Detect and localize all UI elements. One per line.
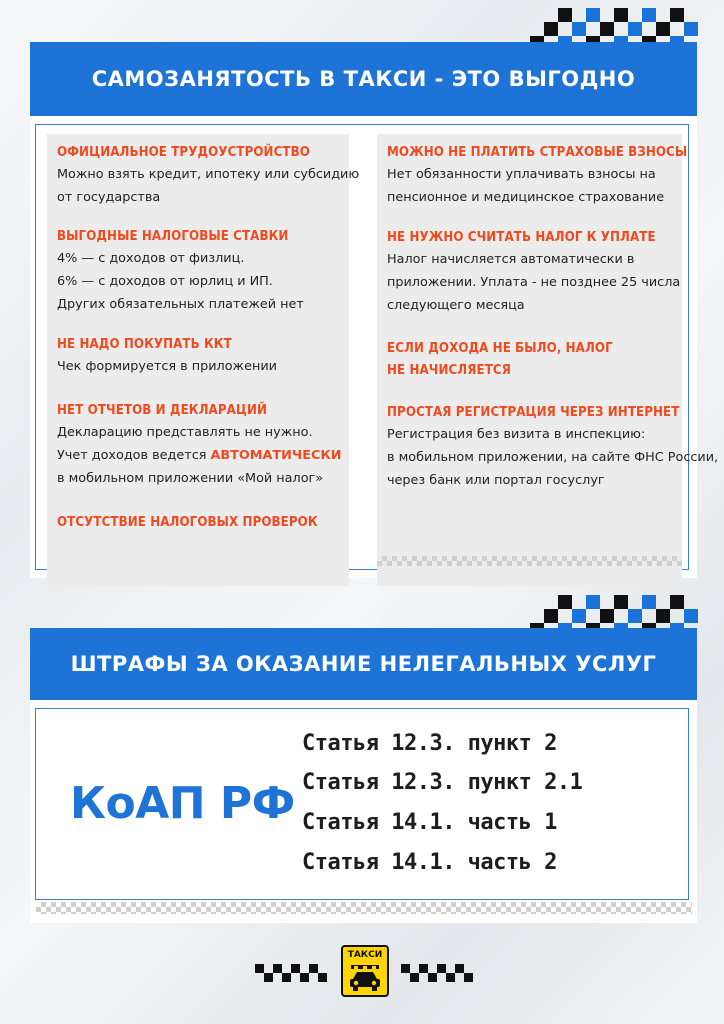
benefit-heading: ОФИЦИАЛЬНОЕ ТРУДОУСТРОЙСТВО — [57, 145, 310, 160]
article-line: Статья 12.3. пункт 2.1 — [302, 770, 583, 795]
benefits-card — [30, 42, 719, 578]
benefit-text: Чек формируется в приложении — [57, 359, 277, 374]
benefit-text: Других обязательных платежей нет — [57, 297, 304, 312]
benefits-banner — [30, 42, 697, 116]
benefit-heading: НЕ НАЧИСЛЯЕТСЯ — [387, 363, 511, 378]
benefit-text: Налог начисляется автоматически в — [387, 252, 635, 267]
benefit-heading: ОТСУТСТВИЕ НАЛОГОВЫХ ПРОВЕРОК — [57, 515, 318, 530]
benefit-text: Регистрация без визита в инспекцию: — [387, 427, 646, 442]
benefit-text: Декларацию представлять не нужно. — [57, 425, 313, 440]
koap-label: КоАП РФ — [70, 778, 295, 829]
fines-title: ШТРАФЫ ЗА ОКАЗАНИЕ НЕЛЕГАЛЬНЫХ УСЛУГ — [70, 652, 657, 676]
benefit-heading: ЕСЛИ ДОХОДА НЕ БЫЛО, НАЛОГ — [387, 341, 613, 356]
benefits-left-column — [47, 134, 360, 586]
checker-pattern-left — [255, 964, 327, 982]
benefit-text: от государства — [57, 190, 161, 205]
benefits-right-column — [377, 134, 719, 586]
benefit-text: Можно взять кредит, ипотеку или субсидию — [57, 167, 360, 182]
benefit-text: Нет обязанности уплачивать взносы на — [387, 167, 656, 182]
checker-strip-bottom — [36, 902, 692, 914]
article-line: Статья 14.1. часть 1 — [302, 810, 557, 835]
benefit-heading: НЕТ ОТЧЕТОВ И ДЕКЛАРАЦИЙ — [57, 403, 268, 418]
benefit-heading: НЕ НАДО ПОКУПАТЬ ККТ — [57, 337, 232, 352]
benefits-title: САМОЗАНЯТОСТЬ В ТАКСИ - ЭТО ВЫГОДНО — [91, 67, 636, 91]
article-line: Статья 14.1. часть 2 — [302, 850, 557, 875]
benefit-text: в мобильном приложении, на сайте ФНС России, — [387, 450, 719, 465]
fines-banner — [30, 628, 697, 700]
benefit-text: пенсионное и медицинское страхование — [387, 190, 665, 205]
checker-strip — [377, 556, 682, 566]
benefit-text-prefix: Учет доходов ведется — [57, 448, 211, 463]
taxi-car-icon — [345, 963, 385, 993]
benefit-heading: МОЖНО НЕ ПЛАТИТЬ СТРАХОВЫЕ ВЗНОСЫ — [387, 145, 688, 160]
benefit-text: 4% — с доходов от физлиц. — [57, 251, 245, 266]
benefit-heading: ПРОСТАЯ РЕГИСТРАЦИЯ ЧЕРЕЗ ИНТЕРНЕТ — [387, 405, 680, 420]
article-line: Статья 12.3. пункт 2 — [302, 731, 557, 756]
benefit-text: приложении. Уплата - не позднее 25 числа — [387, 275, 681, 290]
taxi-badge-label: ТАКСИ — [347, 950, 383, 960]
checker-pattern-right — [401, 964, 473, 982]
benefit-heading: ВЫГОДНЫЕ НАЛОГОВЫЕ СТАВКИ — [57, 229, 289, 244]
benefit-text — [57, 444, 342, 467]
benefit-text: через банк или портал госуслуг — [387, 473, 605, 488]
benefit-text: 6% — с доходов от юрлиц и ИП. — [57, 274, 273, 289]
benefit-text: в мобильном приложении «Мой налог» — [57, 471, 324, 486]
benefit-accent-word: АВТОМАТИЧЕСКИ — [210, 448, 342, 463]
taxi-badge — [341, 945, 389, 997]
benefit-text: следующего месяца — [387, 298, 525, 313]
benefit-heading: НЕ НУЖНО СЧИТАТЬ НАЛОГ К УПЛАТЕ — [387, 230, 656, 245]
